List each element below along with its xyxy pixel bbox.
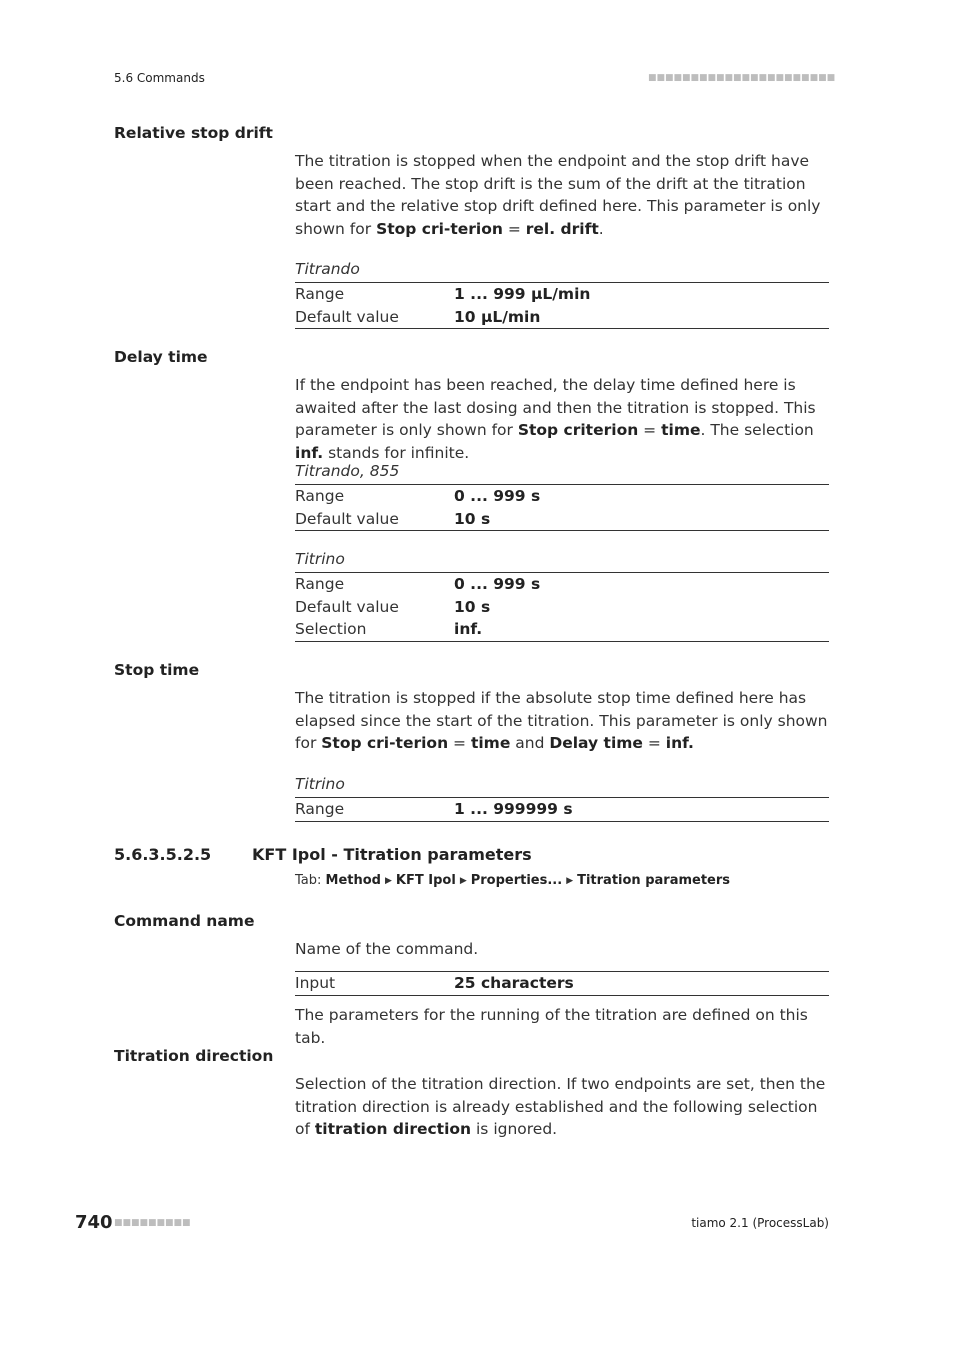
breadcrumb-item: Properties... [470,873,563,888]
arrow-right-icon: ▶ [566,876,574,886]
row-key: Range [295,487,345,506]
parameter-table [295,484,829,531]
stop-time-description: The titration is stopped if the absolute stop time defined here has elapsed since the start of the titration. This parameter is only shown for Stop cri-terion = time and Delay time = inf. [295,689,828,752]
term-delay-time: Delay time [114,348,208,366]
section-number: 5.6.3.5.2.5 [114,845,212,864]
header-decoration: ■■■■■■■■■■■■■■■■■■■■■■ [648,73,836,83]
arrow-right-icon: ▶ [459,876,467,886]
row-value: inf. [454,620,483,639]
parameter-table [295,797,829,822]
command-name-note: The parameters for the running of the titration are defined on this tab. [295,1006,808,1047]
section-title: KFT Ipol - Titration parameters [252,845,532,864]
row-value: 10 µL/min [454,307,541,326]
table-row [295,306,829,329]
row-value: 10 s [454,509,491,528]
row-value: 1 ... 999999 s [454,800,573,819]
row-key: Selection [295,620,367,639]
row-value: 0 ... 999 s [454,487,541,506]
tab-path-breadcrumb: Tab: Method ▶ KFT Ipol ▶ Properties... ▶ Titration parameters [295,873,731,888]
breadcrumb-item: Method [325,873,381,888]
row-key: Input [295,974,336,993]
table-row [295,485,829,508]
command-name-description: Name of the command. [295,940,479,958]
row-value: 1 ... 999 µL/min [454,285,591,304]
term-command-name: Command name [114,912,255,930]
table-row [295,798,829,821]
table-row [295,573,829,596]
table-title-titrino: Titrino [295,775,345,793]
row-value: 0 ... 999 s [454,575,541,594]
row-key: Default value [295,307,399,326]
relative-stop-drift-description: The titration is stopped when the endpoint and the stop drift have been reached. The stop drift is the sum of the drift at the titration start and the relative stop drift defined here. This parameter is only shown for Stop cri-terion = rel. drift. [295,152,821,238]
delay-time-description: If the endpoint has been reached, the delay time defined here is awaited after the last dosing and then the titration is stopped. This parameter is only shown for Stop criterion = time. The selection inf. stands for infinite. [295,376,816,462]
footer-product-name: tiamo 2.1 (ProcessLab) [691,1216,829,1230]
table-row [295,283,829,306]
parameter-table [295,971,829,996]
table-title-titrino: Titrino [295,550,345,568]
table-row [295,508,829,531]
row-key: Range [295,800,345,819]
row-value: 25 characters [454,974,574,993]
row-key: Range [295,285,345,304]
running-header-section: 5.6 Commands [114,71,205,85]
row-value: 10 s [454,597,491,616]
parameter-table [295,572,829,642]
titration-direction-description: Selection of the titration direction. If two endpoints are set, then the titration direction is already established and the following selection of titration direction is ignored. [295,1075,826,1138]
table-title-titrando: Titrando [295,260,360,278]
breadcrumb-item: Titration parameters [577,873,731,888]
breadcrumb-item: KFT Ipol [395,873,456,888]
footer-decoration: ■■■■■■■■■ [114,1218,191,1228]
table-row [295,596,829,619]
page-number: 740 [75,1212,113,1233]
term-stop-time: Stop time [114,661,200,679]
table-title-titrando-855: Titrando, 855 [295,462,400,480]
table-row [295,972,829,995]
row-key: Default value [295,509,399,528]
arrow-right-icon: ▶ [385,876,392,886]
term-titration-direction: Titration direction [114,1047,274,1065]
row-key: Default value [295,597,399,616]
parameter-table [295,282,829,329]
table-row [295,618,829,641]
term-relative-stop-drift: Relative stop drift [114,124,273,142]
row-key: Range [295,575,345,594]
